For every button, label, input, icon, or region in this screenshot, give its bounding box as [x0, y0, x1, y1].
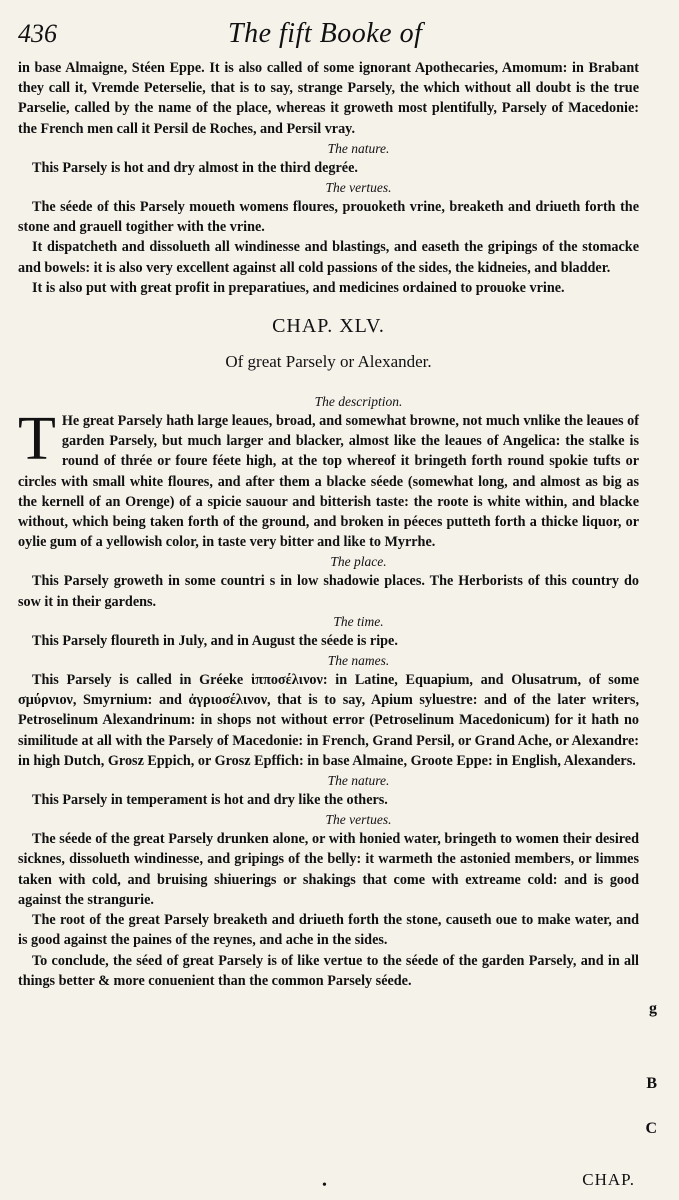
section-heading-vertues: The vertues. — [325, 180, 392, 196]
page-number: 436 — [18, 19, 57, 48]
time-paragraph: This Parsely floureth in July, and in August the séede is ripe. — [32, 632, 398, 649]
section-heading-nature: The nature. — [327, 140, 390, 156]
description-paragraph — [18, 405, 639, 552]
names-paragraph: This Parsely is called in Gréeke ἱπποσέλινον: in Latine, Equapium, and Olusatrum, of some σμύρνιον, Smyrnium: and ἀγριοσέλινον, that is to say, Apium syluestre: and of the later writers, Petroselinum Alexandrinum: in shops not without error (Petroselinum Macedonicum) for it hath no similitude at all with the Parsely of Macedonie: in French, Grand Persil, or Grand Ache, or Alexandre: in high Dutch, Grosz Eppich, or Grosz Epffich: in base Almaine, Groote Eppe: in English, Alexanders. — [18, 672, 639, 769]
catchword: CHAP. — [582, 1170, 635, 1189]
section-heading-description: The description. — [314, 394, 403, 410]
intro-paragraph: in base Almaigne, Stéen Eppe. It is also called of some ignorant Apothecaries, Amomum: in Brabant they call it, Vremde Peterselie, that is to say, strange Parsely, the which without all doubt is the true Parselie, called by the name of the place, whereas it groweth most plentifully, Parsely of Macedonie: the French men call it Persil de Roches, and Persil vray. — [18, 60, 639, 137]
drop-cap: T — [18, 405, 56, 474]
nature-paragraph: This Parsely is hot and dry almost in the third degrée. — [32, 159, 358, 176]
vertues-paragraph: It is also put with great profit in preparatiues, and medicines ordained to prouoke vrine. — [32, 279, 565, 296]
running-title: The fift Booke of — [228, 18, 423, 49]
section-heading-place: The place. — [330, 554, 387, 570]
margin-letter: C — [645, 1120, 657, 1137]
nature-paragraph-2: This Parsely in temperament is hot and dry like the others. — [32, 792, 388, 809]
page-header — [18, 18, 639, 58]
margin-letter: g — [649, 1000, 657, 1017]
margin-letter: B — [646, 1075, 657, 1092]
vertues-paragraph-2: The séede of the great Parsely drunken alone, or with honied water, bringeth to women their desired sicknes, dissolueth windinesse, and gripings of the belly: it warmeth the astonied members, or limmes taken with cold, and bruising shiuerings or shakings that come with extreame cold: and is good against the strangurie. — [18, 831, 639, 908]
section-heading-names: The names. — [327, 653, 390, 669]
vertues-paragraph: It dispatcheth and dissolueth all windinesse and blastings, and easeth the gripings of the stomacke and bowels: it is also very excellent against all cold passions of the sides, the kidneies, and bladder. — [18, 239, 639, 276]
section-heading-vertues-2: The vertues. — [325, 812, 392, 828]
ornament-dot: • — [322, 1178, 327, 1193]
section-heading-nature-2: The nature. — [327, 773, 390, 789]
description-text: He great Parsely hath large leaues, broad, and somewhat browne, not much vnlike the leaues of garden Parsely, but much larger and blacker, almost like the leaues of Angelica: the stalke is round of thrée or foure féete high, at the top whereof it bringeth forth round spokie tufts or circles with small white floures, and after them a blacke séede (somewhat long, and almost as big as the kernell of an Orenge) of a spicie sauour and bitterish taste: the roote is white within, and blacke without, which being taken forth of the ground, and broken in péeces putteth forth a thicke liquor, or oylie gum of a yellowish color, in taste very bitter and like to Myrrhe. — [18, 413, 639, 551]
section-heading-time: The time. — [333, 613, 384, 629]
place-paragraph: This Parsely groweth in some countri s in low shadowie places. The Herborists of this country do sow it in their gardens. — [18, 573, 639, 610]
chapter-title: Of great Parsely or Alexander. — [225, 352, 432, 372]
vertues-paragraph-2: The root of the great Parsely breaketh and driueth forth the stone, causeth oue to make water, and is good against the paines of the reynes, and ache in the sides. — [18, 912, 639, 949]
chapter-number: CHAP. XLV. — [272, 315, 385, 338]
vertues-paragraph: The séede of this Parsely moueth womens floures, prouoketh vrine, breaketh and driueth forth the stone and grauell togither with the vrine. — [18, 199, 639, 236]
vertues-paragraph-2: To conclude, the séed of great Parsely is of like vertue to the séede of the garden Parsely, and in all things better & more conuenient than the common Parsely séede. — [18, 952, 639, 989]
